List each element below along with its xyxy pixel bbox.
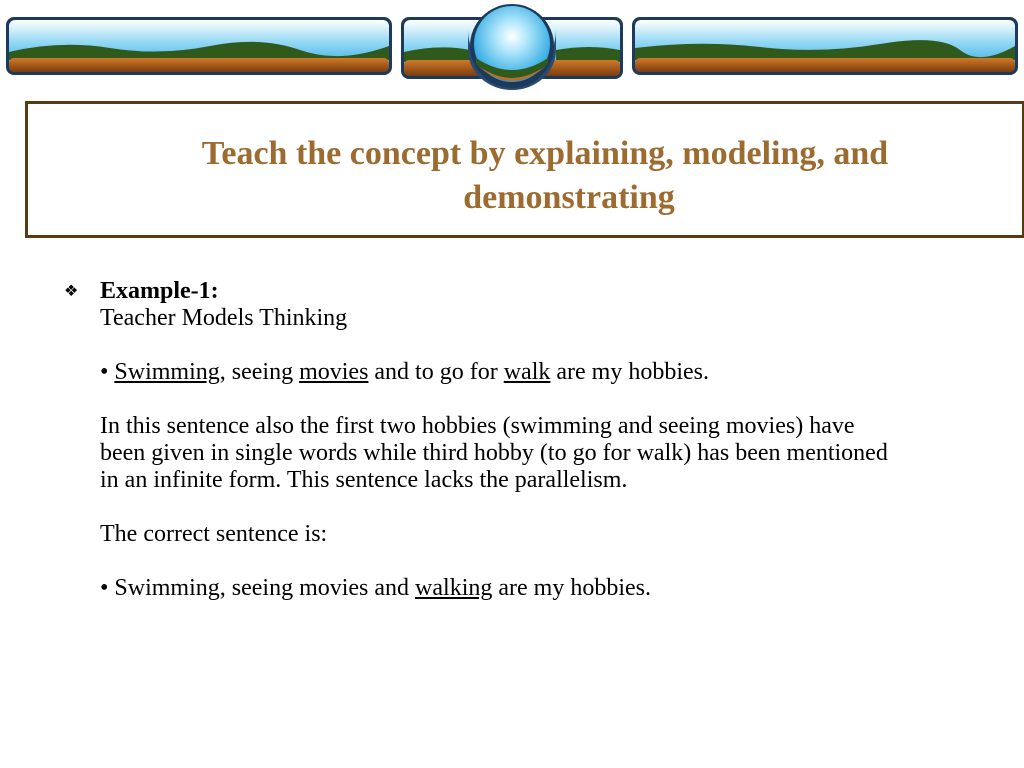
example-subtitle: Teacher Models Thinking <box>100 305 348 331</box>
underlined-word-movies: movies <box>299 359 369 385</box>
underlined-word-swimming: Swimming <box>114 359 220 385</box>
underlined-word-walk: walk <box>503 359 551 385</box>
sentence-text: • Swimming, seeing movies and <box>100 575 416 601</box>
explanation-line: In this sentence also the first two hobbies (swimming and seeing movies) have <box>100 413 855 439</box>
header-banner <box>0 0 1024 92</box>
slide-title <box>28 132 1022 220</box>
correct-sentence-label: The correct sentence is: <box>100 521 328 547</box>
sentence-text: and to go for <box>368 359 504 385</box>
sentence-text: , seeing <box>219 359 300 385</box>
underlined-word-walking: walking <box>415 575 493 601</box>
example-item <box>100 278 1024 602</box>
banner-right-panel <box>632 17 1018 75</box>
diamond-bullet-icon: ❖ <box>64 283 79 300</box>
example-sentence <box>100 359 1024 386</box>
explanation-line: been given in single words while third hobby (to go for walk) has been mentioned <box>100 440 888 466</box>
slide-title-line1: Teach the concept by explaining, modeling, and <box>201 135 889 172</box>
title-box <box>25 101 1024 238</box>
sentence-text: are my hobbies. <box>492 575 651 601</box>
corrected-sentence <box>100 575 1024 602</box>
sentence-bullet: • <box>100 359 115 385</box>
slide-title-line2: demonstrating <box>463 179 675 216</box>
globe-icon <box>468 4 556 90</box>
sentence-text: are my hobbies. <box>550 359 709 385</box>
explanation-line: in an infinite form. This sentence lacks the parallelism. <box>100 467 628 493</box>
banner-center-panel <box>401 4 623 90</box>
banner-left-panel <box>6 17 392 75</box>
example-title: Example-1: <box>100 278 219 304</box>
